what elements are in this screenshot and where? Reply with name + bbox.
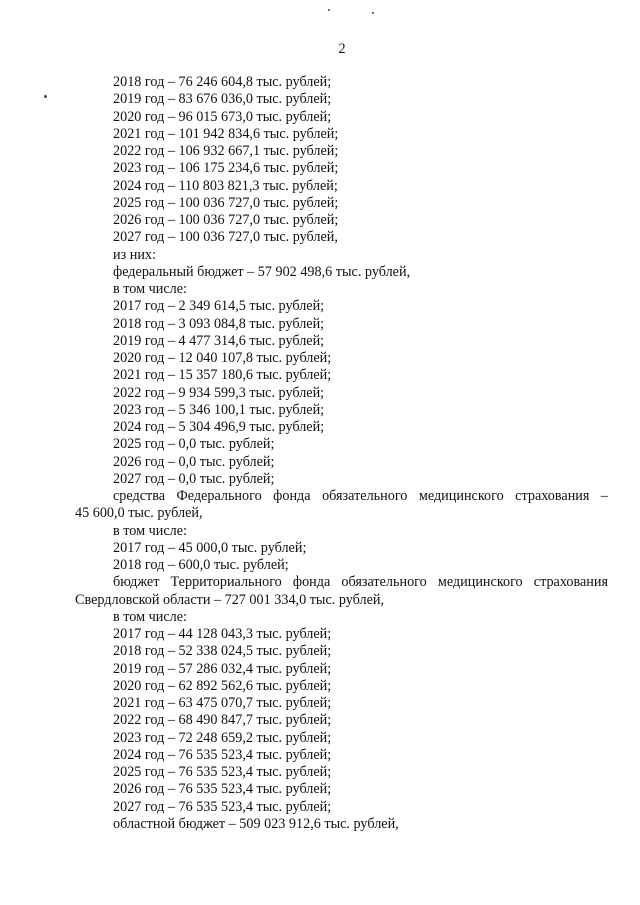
year-line: 2025 год – 76 535 523,4 тыс. рублей; [113,764,332,780]
federal-total: федеральный бюджет – 57 902 498,6 тыс. рублей, [113,263,411,280]
year-line: 2021 год – 63 475 070,7 тыс. рублей; [113,695,332,711]
tfoms-line: Свердловской области – 727 001 334,0 тыс. рублей, [75,591,385,608]
year-line: 2019 год – 83 676 036,0 тыс. рублей; [113,91,332,108]
scan-speck [44,95,47,98]
year-line: 2024 год – 76 535 523,4 тыс. рублей; [113,746,332,763]
page-number: 2 [338,41,346,57]
year-line: 2026 год – 100 036 727,0 тыс. рублей; [113,212,339,228]
incl-label: в том числе: [113,281,187,297]
year-line: 2026 год – 76 535 523,4 тыс. рублей; [113,781,332,798]
year-line: 2017 год – 2 349 614,5 тыс. рублей; [113,298,325,315]
ffoms-line: 45 600,0 тыс. рублей, [75,505,203,522]
year-line: 2021 год – 15 357 180,6 тыс. рублей; [113,367,332,384]
year-line: 2027 год – 0,0 тыс. рублей; [113,470,275,487]
year-line: 2018 год – 600,0 тыс. рублей; [113,557,289,573]
year-line: 2027 год – 100 036 727,0 тыс. рублей, [113,229,338,246]
year-line: 2022 год – 68 490 847,7 тыс. рублей; [113,712,332,729]
year-line: 2018 год – 3 093 084,8 тыс. рублей; [113,315,325,332]
year-line: 2021 год – 101 942 834,6 тыс. рублей; [113,125,339,142]
year-line: 2018 год – 76 246 604,8 тыс. рублей; [113,74,332,90]
year-line: 2023 год – 72 248 659,2 тыс. рублей; [113,729,332,746]
year-line: 2020 год – 62 892 562,6 тыс. рублей; [113,677,332,694]
scan-speck [372,12,374,14]
year-line: 2020 год – 12 040 107,8 тыс. рублей; [113,350,332,366]
year-line: 2018 год – 52 338 024,5 тыс. рублей; [113,643,332,660]
incl-label: в том числе: [113,608,187,625]
year-line: 2025 год – 100 036 727,0 тыс. рублей; [113,194,339,211]
year-line: 2019 год – 57 286 032,4 тыс. рублей; [113,660,332,677]
year-line: 2020 год – 96 015 673,0 тыс. рублей; [113,108,332,125]
year-line: 2023 год – 106 175 234,6 тыс. рублей; [113,160,339,177]
scan-speck [328,9,330,11]
year-line: из них: [113,246,156,263]
incl-label: в том числе: [113,522,187,539]
year-line: 2024 год – 5 304 496,9 тыс. рублей; [113,419,325,435]
year-line: 2024 год – 110 803 821,3 тыс. рублей; [113,177,338,194]
year-line: 2022 год – 9 934 599,3 тыс. рублей; [113,384,325,401]
year-line: 2026 год – 0,0 тыс. рублей; [113,453,275,470]
year-line: 2017 год – 45 000,0 тыс. рублей; [113,539,307,556]
ffoms-line: средства Федерального фонда обязательного медицинского страхования – [113,488,608,504]
year-line: 2023 год – 5 346 100,1 тыс. рублей; [113,401,325,418]
year-line: 2025 год – 0,0 тыс. рублей; [113,436,275,453]
tfoms-line: бюджет Территориального фонда обязательного медицинского страхования [113,574,608,591]
year-line: 2022 год – 106 932 667,1 тыс. рублей; [113,143,339,159]
year-line: 2027 год – 76 535 523,4 тыс. рублей; [113,798,332,815]
year-line: 2019 год – 4 477 314,6 тыс. рублей; [113,332,325,349]
regional-total: областной бюджет – 509 023 912,6 тыс. рублей, [113,815,399,832]
year-line: 2017 год – 44 128 043,3 тыс. рублей; [113,626,332,642]
